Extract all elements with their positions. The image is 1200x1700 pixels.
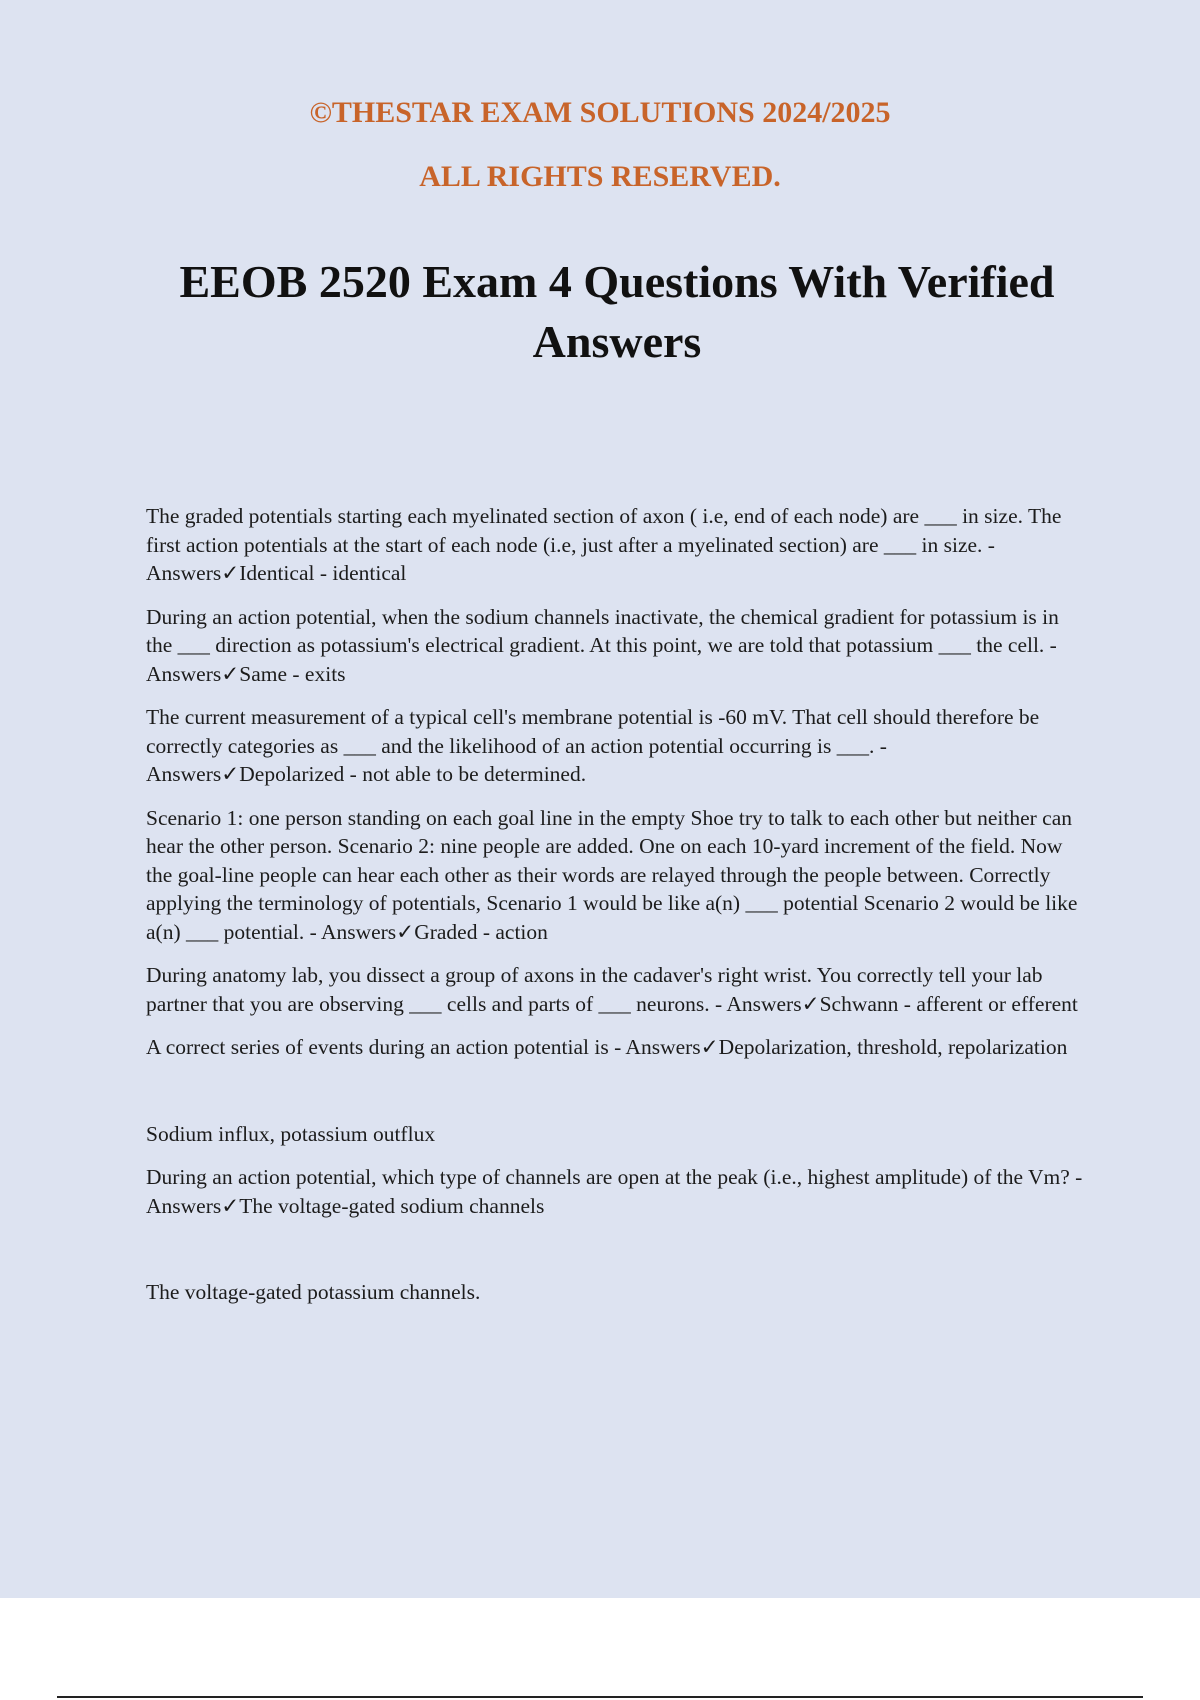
qa-paragraph: During anatomy lab, you dissect a group of axons in the cadaver's right wrist. You correctly tell your lab partner that you are observing ___ cells and parts of ___ neurons. - Answers✓Schwann - afferent or efferent	[146, 963, 1078, 1016]
qa-paragraph: Sodium influx, potassium outflux	[146, 1121, 436, 1146]
qa-paragraph: The voltage-gated potassium channels.	[146, 1280, 481, 1304]
rights-reserved-header: ALL RIGHTS RESERVED.	[419, 160, 781, 193]
qa-paragraph: The current measurement of a typical cell's membrane potential is -60 mV. That cell should therefore be correctly categories as ___ and the likelihood of an action potential occurring is ___. - Answers✓Depolarized - not able to be determined.	[146, 705, 1040, 786]
qa-paragraph: During an action potential, when the sodium channels inactivate, the chemical gradient for potassium is in the ___ direction as potassium's electrical gradient. At this point, we are told that potassium ___ the cell. - Answers✓Same - exits	[146, 604, 1059, 686]
qa-paragraph: Scenario 1: one person standing on each goal line in the empty Shoe try to talk to each other but neither can hear the other person. Scenario 2: nine people are added. One on each 10-yard increment of the field. Now the goal-line people can hear each other as their words are relayed through the people between. Correctly applying the terminology of potentials, Scenario 1 would be like a(n) ___ potential Scenario 2 would be like a(n) ___ potential. - Answers✓Graded - action	[146, 805, 1078, 944]
qa-paragraph: A correct series of events during an action potential is - Answers✓Depolarization, threshold, repolarization	[146, 1035, 1068, 1059]
question-answer-list	[146, 502, 1086, 1307]
footer-divider	[57, 1696, 1143, 1698]
document-title: EEOB 2520 Exam 4 Questions With Verified Answers	[179, 256, 1055, 367]
qa-paragraph: During an action potential, which type of channels are open at the peak (i.e., highest amplitude) of the Vm? - Answers✓The voltage-gated sodium channels	[146, 1165, 1083, 1218]
copyright-header: ©THESTAR EXAM SOLUTIONS 2024/2025	[309, 96, 891, 129]
qa-paragraph: The graded potentials starting each myelinated section of axon ( i.e, end of each node) are ___ in size. The first action potentials at the start of each node (i.e, just after a myelinated section) are ___ in size. - Answers✓Identical - identical	[146, 504, 1062, 585]
